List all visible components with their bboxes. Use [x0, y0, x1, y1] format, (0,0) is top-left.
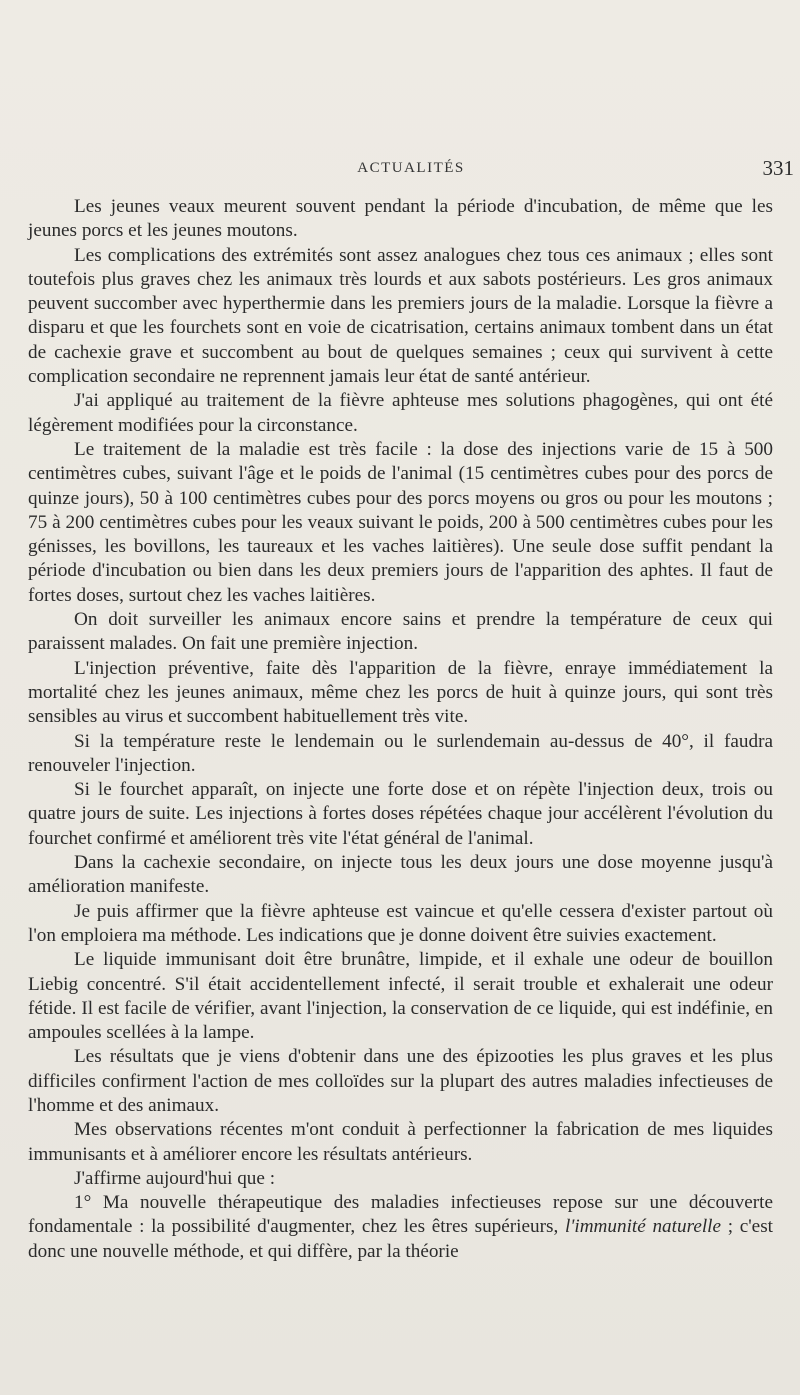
running-title: ACTUALITÉS: [357, 160, 465, 176]
paragraph: Si le fourchet apparaît, on injecte une forte dose et on répète l'injection deux, trois ou quatre jours de suite. Les injections à fortes doses répétées chaque jour accélèrent l'évolution du fourchet confirmé et améliorent très vite l'état général de l'animal.: [28, 779, 773, 849]
italic-term: l'immunité naturelle: [564, 1216, 722, 1238]
paragraph: Si la température reste le lendemain ou le surlendemain au-dessus de 40°, il faudra renouveler l'injection.: [28, 730, 773, 776]
final-paragraph: [28, 1191, 773, 1264]
paragraph: Le traitement de la maladie est très facile : la dose des injections varie de 15 à 500 centimètres cubes, suivant l'âge et le poids de l'animal (15 centimètres cubes pour des porcs de quinze jours), 50 à 100 centimètres cubes pour des porcs moyens ou gros ou pour les moutons ; 75 à 200 centimètres cubes pour les veaux suivant le poids, 200 à 500 centimètres cubes pour les génisses, les bovillons, les taureaux et les vaches laitières). Une seule dose suffit pendant la période d'incubation ou bien dans les deux premiers jours de l'apparition des aphtes. Il faut de fortes doses, surtout chez les vaches laitières.: [28, 438, 773, 606]
paragraph: J'ai appliqué au traitement de la fièvre aphteuse mes solutions phagogènes, qui ont été légèrement modifiées pour la circonstance.: [28, 390, 773, 436]
paragraph: Mes observations récentes m'ont conduit à perfectionner la fabrication de mes liquides immunisants et à améliorer encore les résultats antérieurs.: [28, 1119, 773, 1165]
page-number: 331: [762, 156, 794, 180]
page-header: [28, 156, 794, 186]
paragraph: Dans la cachexie secondaire, on injecte tous les deux jours une dose moyenne jusqu'à amélioration manifeste.: [28, 852, 773, 898]
final-paragraph-start: 1° Ma nouvelle thérapeutique des maladies infectieuses repose sur une découverte fondamentale : la possibilité d'augmenter, chez les êtres supérieurs,: [28, 1192, 773, 1238]
final-paragraph-end: ; c'est donc une nouvelle méthode, et qui diffère, par la théorie: [28, 1216, 773, 1262]
paragraph: Les résultats que je viens d'obtenir dans une des épizooties les plus graves et les plus difficiles confirment l'action de mes colloïdes sur la plupart des autres maladies infectieuses de l'homme et des animaux.: [28, 1046, 773, 1116]
paragraph: J'affirme aujourd'hui que :: [74, 1167, 276, 1189]
paragraph: Les complications des extrémités sont assez analogues chez tous ces animaux ; elles sont toutefois plus graves chez les animaux très lourds et aux sabots postérieurs. Les gros animaux peuvent succomber avec hyperthermie dans les premiers jours de la maladie. Lorsque la fièvre a disparu et que les fourchets sont en voie de cicatrisation, certains animaux tombent dans un état de cachexie grave et succombent au bout de quelques semaines ; ceux qui survivent à cette complication secondaire ne reprennent jamais leur état de santé antérieur.: [28, 244, 773, 388]
paragraph: L'injection préventive, faite dès l'apparition de la fièvre, enraye immédiatement la mortalité chez les jeunes animaux, même chez les porcs de huit à quinze jours, qui sont très sensibles au virus et succombent habituellement très vite.: [28, 657, 773, 728]
article-body: [28, 195, 773, 1264]
paragraph: Les jeunes veaux meurent souvent pendant la période d'incubation, de même que les jeunes porcs et les jeunes moutons.: [28, 196, 773, 242]
paragraph: Le liquide immunisant doit être brunâtre, limpide, et il exhale une odeur de bouillon Liebig concentré. S'il était accidentellement infecté, il serait trouble et exhalerait une odeur fétide. Il est facile de vérifier, avant l'injection, la conservation de ce liquide, qui est indéfinie, en ampoules scellées à la lampe.: [28, 949, 773, 1044]
paragraph: Je puis affirmer que la fièvre aphteuse est vaincue et qu'elle cessera d'exister partout où l'on emploiera ma méthode. Les indications que je donne doivent être suivies exactement.: [28, 900, 773, 946]
paragraph: On doit surveiller les animaux encore sains et prendre la température de ceux qui paraissent malades. On fait une première injection.: [28, 609, 773, 655]
